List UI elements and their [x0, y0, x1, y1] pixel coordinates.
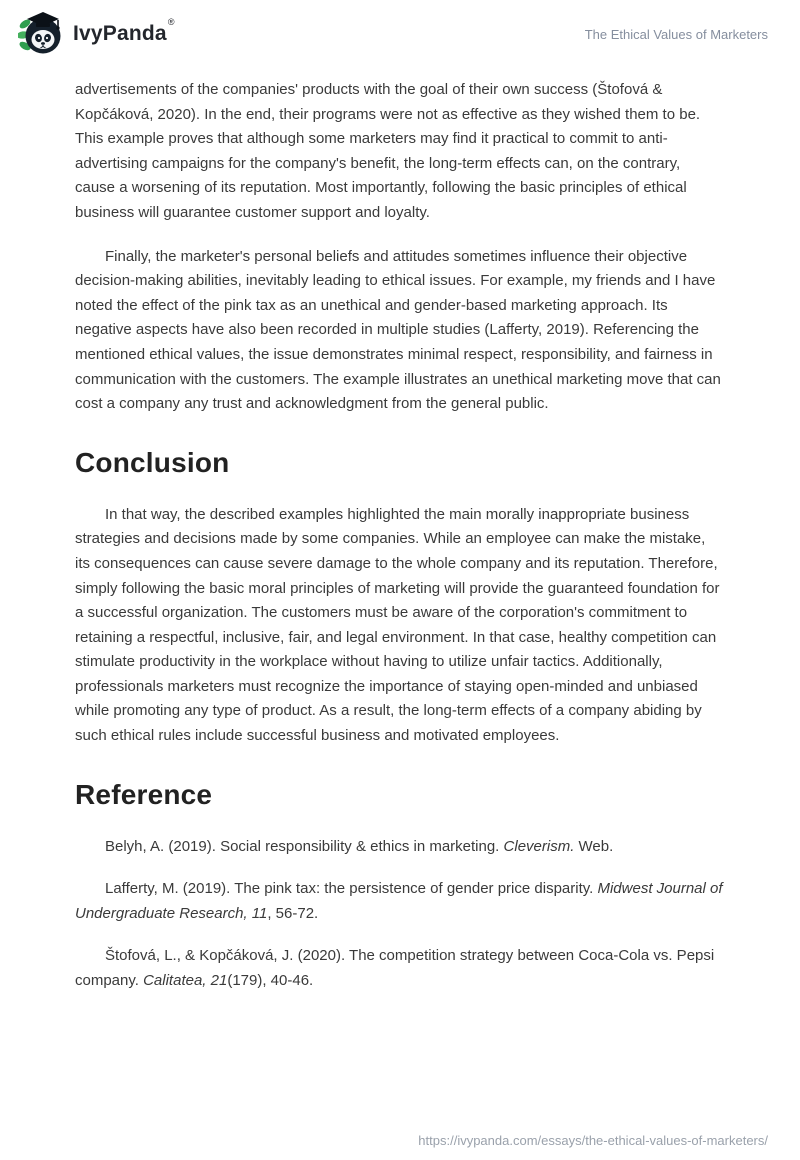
reference-item [75, 835, 723, 860]
reference-text: Web. [574, 837, 614, 855]
conclusion-heading: Conclusion [75, 446, 230, 478]
reference-text: Lafferty, M. (2019). The pink tax: the persistence of gender price disparity. [105, 880, 598, 898]
panda-graduate-icon [18, 11, 64, 57]
footer-source-url: https://ivypanda.com/essays/the-ethical-values-of-marketers/ [418, 1133, 768, 1148]
page-title: The Ethical Values of Marketers [584, 26, 768, 42]
reference-text: Belyh, A. (2019). Social responsibility & ethics in marketing. [105, 837, 504, 855]
reference-item [75, 877, 723, 926]
reference-text: (179), 40-46. [227, 972, 314, 990]
article-body [0, 58, 800, 994]
ivypanda-logo[interactable] [18, 11, 174, 57]
paragraph-continuation: advertisements of the companies' products with the goal of their own success (Štofová & Kopčáková, 2020). In the end, their programs were not as effective as they wished them to be. This example proves that although some marketers may find it practical to commit to anti-advertising campaigns for the company's benefit, the long-term effects can, on the contrary, cause a worsening of its reputation. Most importantly, following the basic principles of ethical business will guarantee customer support and loyalty. [75, 81, 701, 221]
page-header [0, 0, 800, 58]
reference-heading: Reference [75, 778, 213, 810]
paragraph-finally: Finally, the marketer's personal beliefs and attitudes sometimes influence their objective decision-making abilities, inevitably leading to ethical issues. For example, my friends and I have noted the effect of the pink tax as an unethical and gender-based marketing approach. Its negative aspects have also been recorded in multiple studies (Lafferty, 2019). Referencing the mentioned ethical values, the issue demonstrates minimal respect, responsibility, and fairness in communication with the customers. The example illustrates an unethical marketing move that can cost a company any trust and acknowledgment from the general public. [75, 247, 721, 413]
reference-text: Štofová, L., & Kopčáková, J. (2020). The competition strategy between Coca-Cola vs. Pepsi company. [75, 947, 715, 990]
reference-source-italic: Cleverism. [503, 837, 575, 855]
reference-text: , 56-72. [267, 904, 319, 922]
brand-wordmark: IvyPanda® [73, 17, 175, 45]
reference-source-italic: Calitatea, 21 [143, 972, 228, 990]
conclusion-paragraph: In that way, the described examples highlighted the main morally inappropriate business strategies and decisions made by some companies. While an employee can make the mistake, its consequences can cause severe damage to the whole company and its reputation. Therefore, simply following the basic moral principles of marketing will provide the guaranteed foundation for a successful organization. The customers must be aware of the corporation's commitment to retaining a respectful, inclusive, fair, and legal environment. In that case, healthy competition can stimulate productivity in the workplace without having to utilize unfair tactics. Additionally, professionals marketers must recognize the importance of staying open-minded and unbiased while promoting any type of product. As a result, the long-term effects of a company abiding by such ethical rules include successful business and motivated employees. [75, 505, 720, 745]
registered-mark: ® [167, 17, 175, 27]
reference-source-italic: Midwest Journal of Undergraduate Research, 11 [75, 880, 723, 922]
reference-item [75, 944, 723, 993]
